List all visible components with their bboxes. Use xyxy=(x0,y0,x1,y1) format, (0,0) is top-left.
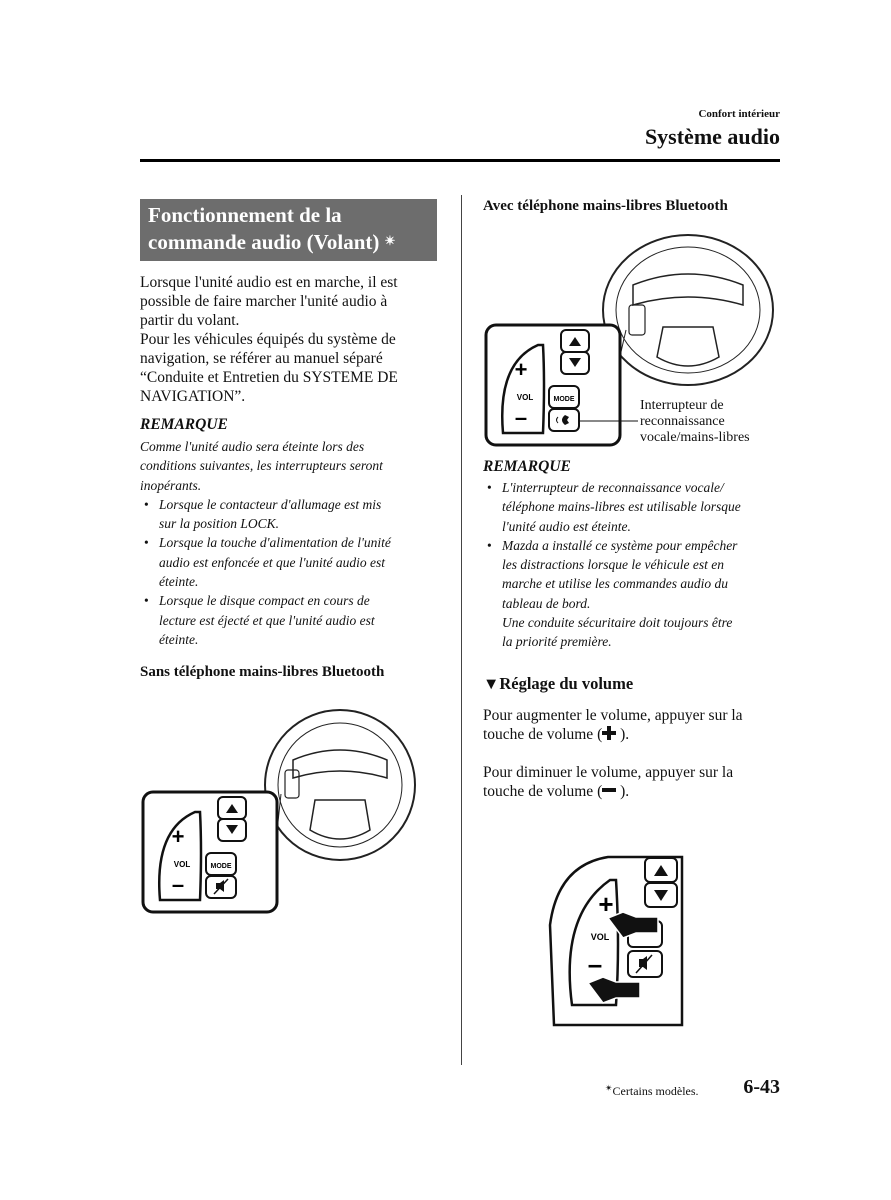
plus-label: + xyxy=(171,824,185,849)
triangle-down-icon: ▼ xyxy=(483,674,500,693)
minus-label: – xyxy=(514,405,528,430)
minus-label: – xyxy=(587,949,603,979)
note-bullet: • Lorsque le disque compact en cours de lecture est éjecté et que l'unité audio est éteinte. xyxy=(140,591,455,649)
mode-label: MODE xyxy=(210,863,232,870)
vol-label: VOL xyxy=(516,393,534,402)
note-bullet: • Mazda a installé ce système pour empêcher les distractions lorsque le véhicule est en marche et utilise les commandes audio du tableau de bord. Une conduite sécuritaire doit toujours être la priorité première. xyxy=(483,536,783,652)
column-divider xyxy=(461,195,462,1065)
note-bullet: • L'interrupteur de reconnaissance vocale/ téléphone mains-libres est utilisable lorsque l'unité audio est éteinte. xyxy=(483,478,783,536)
volume-section-heading: ▼Réglage du volume xyxy=(483,674,634,693)
section-title-line2: commande audio (Volant) xyxy=(148,230,380,254)
voice-switch-callout: Interrupteur de reconnaissance vocale/mains-libres xyxy=(640,398,750,445)
intro-paragraph: Lorsque l'unité audio est en marche, il est possible de faire marcher l'unité audio à partir du volant. Pour les véhicules équipés du système de navigation, se référer au manuel séparé “Conduite et Entretien du SYSTEME DE NAVIGATION”. xyxy=(140,274,398,405)
page-title: Système audio xyxy=(644,124,780,149)
plus-icon xyxy=(602,726,616,740)
minus-label: – xyxy=(171,872,185,897)
section-title-box xyxy=(140,199,437,261)
minus-icon xyxy=(602,783,616,797)
header-rule xyxy=(140,159,780,162)
note-bullet: • Lorsque la touche d'alimentation de l'unité audio est enfoncée et que l'unité audio est éteinte. xyxy=(140,533,455,591)
note-heading-left: REMARQUE xyxy=(140,416,228,433)
vol-label: VOL xyxy=(173,860,191,869)
plus-label: + xyxy=(598,889,614,919)
note-right xyxy=(483,478,783,652)
volume-switch-closeup xyxy=(548,855,688,1030)
plus-label: + xyxy=(514,357,528,382)
subheading-bluetooth: Avec téléphone mains-libres Bluetooth xyxy=(483,198,728,214)
volume-down-paragraph: Pour diminuer le volume, appuyer sur la touche de volume ( ). xyxy=(483,764,734,800)
asterisk-mark: ✴ xyxy=(384,233,396,248)
asterisk-mark: ✴ xyxy=(605,1083,613,1093)
footnote: ✴Certains modèles. xyxy=(605,1083,699,1098)
note-heading-right: REMARQUE xyxy=(483,458,571,475)
mode-label: MODE xyxy=(553,396,575,403)
note-left: Comme l'unité audio sera éteinte lors des conditions suivantes, les interrupteurs seront inopérants. • Lorsque le contacteur d'allumage est mis sur la position LOCK. • Lorsque la touche d'alimentation de l'unité audio est enfoncée et que l'unité audio est éteinte. • Lorsque le disque compact en cours de lecture est éjecté et que l'unité audio est éteinte. xyxy=(140,437,455,649)
section-title-line1: Fonctionnement de la xyxy=(148,203,342,227)
note-bullet: • Lorsque le contacteur d'allumage est mis sur la position LOCK. xyxy=(140,495,455,534)
vol-label: VOL xyxy=(590,932,610,942)
volume-up-paragraph: Pour augmenter le volume, appuyer sur la touche de volume ( ). xyxy=(483,707,743,743)
steering-wheel-diagram-no-bluetooth xyxy=(140,700,425,920)
subheading-no-bluetooth: Sans téléphone mains-libres Bluetooth xyxy=(140,664,385,680)
section-label: Confort intérieur xyxy=(698,108,780,120)
page-number: 6-43 xyxy=(743,1076,780,1098)
